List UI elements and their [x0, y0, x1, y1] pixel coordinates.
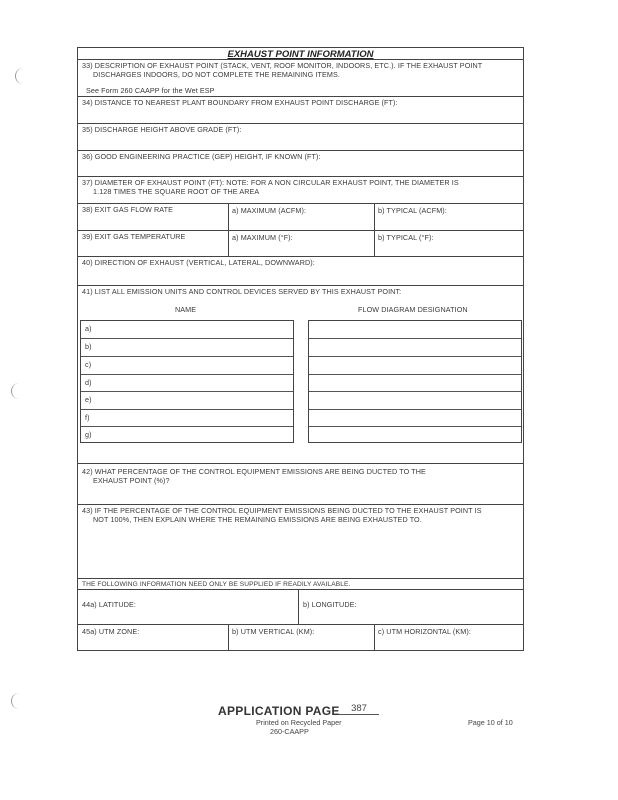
rule: [78, 589, 523, 590]
rule: [78, 578, 523, 579]
rule: [78, 96, 523, 97]
divider: [298, 589, 299, 624]
q45c-label: c) UTM HORIZONTAL (KM):: [378, 627, 471, 636]
q39a-label: a) MAXIMUM (°F):: [232, 233, 293, 242]
q38b-label: b) TYPICAL (ACFM):: [378, 206, 447, 215]
name-column-header: NAME: [175, 305, 197, 314]
binder-hole-mark: [11, 383, 24, 399]
q36-label: 36) GOOD ENGINEERING PRACTICE (GEP) HEIGHT, IF KNOWN (FT):: [82, 152, 321, 161]
row-line: [309, 426, 521, 427]
q35-label: 35) DISCHARGE HEIGHT ABOVE GRADE (FT):: [82, 125, 242, 134]
row-label-f: f): [85, 413, 90, 422]
row-line: [81, 374, 293, 375]
q33-label: 33) DESCRIPTION OF EXHAUST POINT (STACK, VENT, ROOF MONITOR, INDOORS, ETC.). IF THE EXHAUST POINT: [82, 61, 483, 70]
divider: [228, 624, 229, 651]
printed-on-recycled-paper: Printed on Recycled Paper: [256, 718, 342, 727]
flow-column-header: FLOW DIAGRAM DESIGNATION: [358, 305, 468, 314]
q45b-label: b) UTM VERTICAL (KM):: [232, 627, 315, 636]
row-line: [81, 391, 293, 392]
row-line: [81, 338, 293, 339]
rule: [78, 624, 523, 625]
row-label-b: b): [85, 342, 92, 351]
binder-hole-mark: [15, 68, 28, 84]
q44a-label: 44a) LATITUDE:: [82, 600, 136, 609]
row-label-c: c): [85, 360, 92, 369]
form-title: EXHAUST POINT INFORMATION: [227, 49, 374, 60]
q45a-label: 45a) UTM ZONE:: [82, 627, 140, 636]
optional-info-note: THE FOLLOWING INFORMATION NEED ONLY BE SUPPLIED IF READILY AVAILABLE.: [82, 581, 351, 588]
rule: [78, 230, 523, 231]
row-line: [309, 374, 521, 375]
rule: [78, 59, 523, 60]
q42-label-cont: EXHAUST POINT (%)?: [93, 476, 170, 485]
row-line: [309, 409, 521, 410]
rule: [78, 285, 523, 286]
q41-label: 41) LIST ALL EMISSION UNITS AND CONTROL DEVICES SERVED BY THIS EXHAUST POINT:: [82, 287, 402, 296]
rule: [78, 203, 523, 204]
divider: [228, 203, 229, 257]
q34-label: 34) DISTANCE TO NEAREST PLANT BOUNDARY FROM EXHAUST POINT DISCHARGE (FT):: [82, 98, 398, 107]
form-code: 260-CAAPP: [270, 727, 309, 736]
application-page-number: 387: [339, 703, 379, 715]
binder-hole-mark: [11, 693, 24, 709]
page-number: Page 10 of 10: [468, 718, 513, 727]
row-label-g: g): [85, 430, 92, 439]
row-label-a: a): [85, 324, 92, 333]
q38a-label: a) MAXIMUM (ACFM):: [232, 206, 307, 215]
q39-label: 39) EXIT GAS TEMPERATURE: [82, 232, 186, 241]
q40-label: 40) DIRECTION OF EXHAUST (VERTICAL, LATERAL, DOWNWARD):: [82, 258, 315, 267]
application-page-label: APPLICATION PAGE: [218, 704, 340, 718]
q39b-label: b) TYPICAL (°F):: [378, 233, 434, 242]
rule: [78, 123, 523, 124]
q33-note: See Form 260 CAAPP for the Wet ESP: [86, 86, 215, 95]
q44b-label: b) LONGITUDE:: [303, 600, 357, 609]
rule: [78, 256, 523, 257]
flow-diagram-table: [308, 320, 522, 443]
divider: [374, 624, 375, 651]
row-line: [81, 426, 293, 427]
q43-label-cont: NOT 100%, THEN EXPLAIN WHERE THE REMAINING EMISSIONS ARE BEING EXHAUSTED TO.: [93, 515, 422, 524]
rule: [78, 176, 523, 177]
row-label-d: d): [85, 378, 92, 387]
q38-label: 38) EXIT GAS FLOW RATE: [82, 205, 173, 214]
q37-label-cont: 1.128 TIMES THE SQUARE ROOT OF THE AREA: [93, 187, 260, 196]
exhaust-point-form: [77, 47, 524, 651]
rule: [78, 504, 523, 505]
row-line: [309, 338, 521, 339]
row-line: [309, 356, 521, 357]
rule: [78, 463, 523, 464]
row-line: [81, 409, 293, 410]
q42-label: 42) WHAT PERCENTAGE OF THE CONTROL EQUIPMENT EMISSIONS ARE BEING DUCTED TO THE: [82, 467, 426, 476]
divider: [374, 203, 375, 257]
q43-label: 43) IF THE PERCENTAGE OF THE CONTROL EQUIPMENT EMISSIONS BEING DUCTED TO THE EXHAUST POINT IS: [82, 506, 482, 515]
row-line: [309, 391, 521, 392]
q33-label-cont: DISCHARGES INDOORS, DO NOT COMPLETE THE REMAINING ITEMS.: [93, 70, 340, 79]
name-table: [80, 320, 294, 443]
q37-label: 37) DIAMETER OF EXHAUST POINT (FT): NOTE: FOR A NON CIRCULAR EXHAUST POINT, THE DIAMETER IS: [82, 178, 459, 187]
row-label-e: e): [85, 395, 92, 404]
row-line: [81, 356, 293, 357]
rule: [78, 150, 523, 151]
